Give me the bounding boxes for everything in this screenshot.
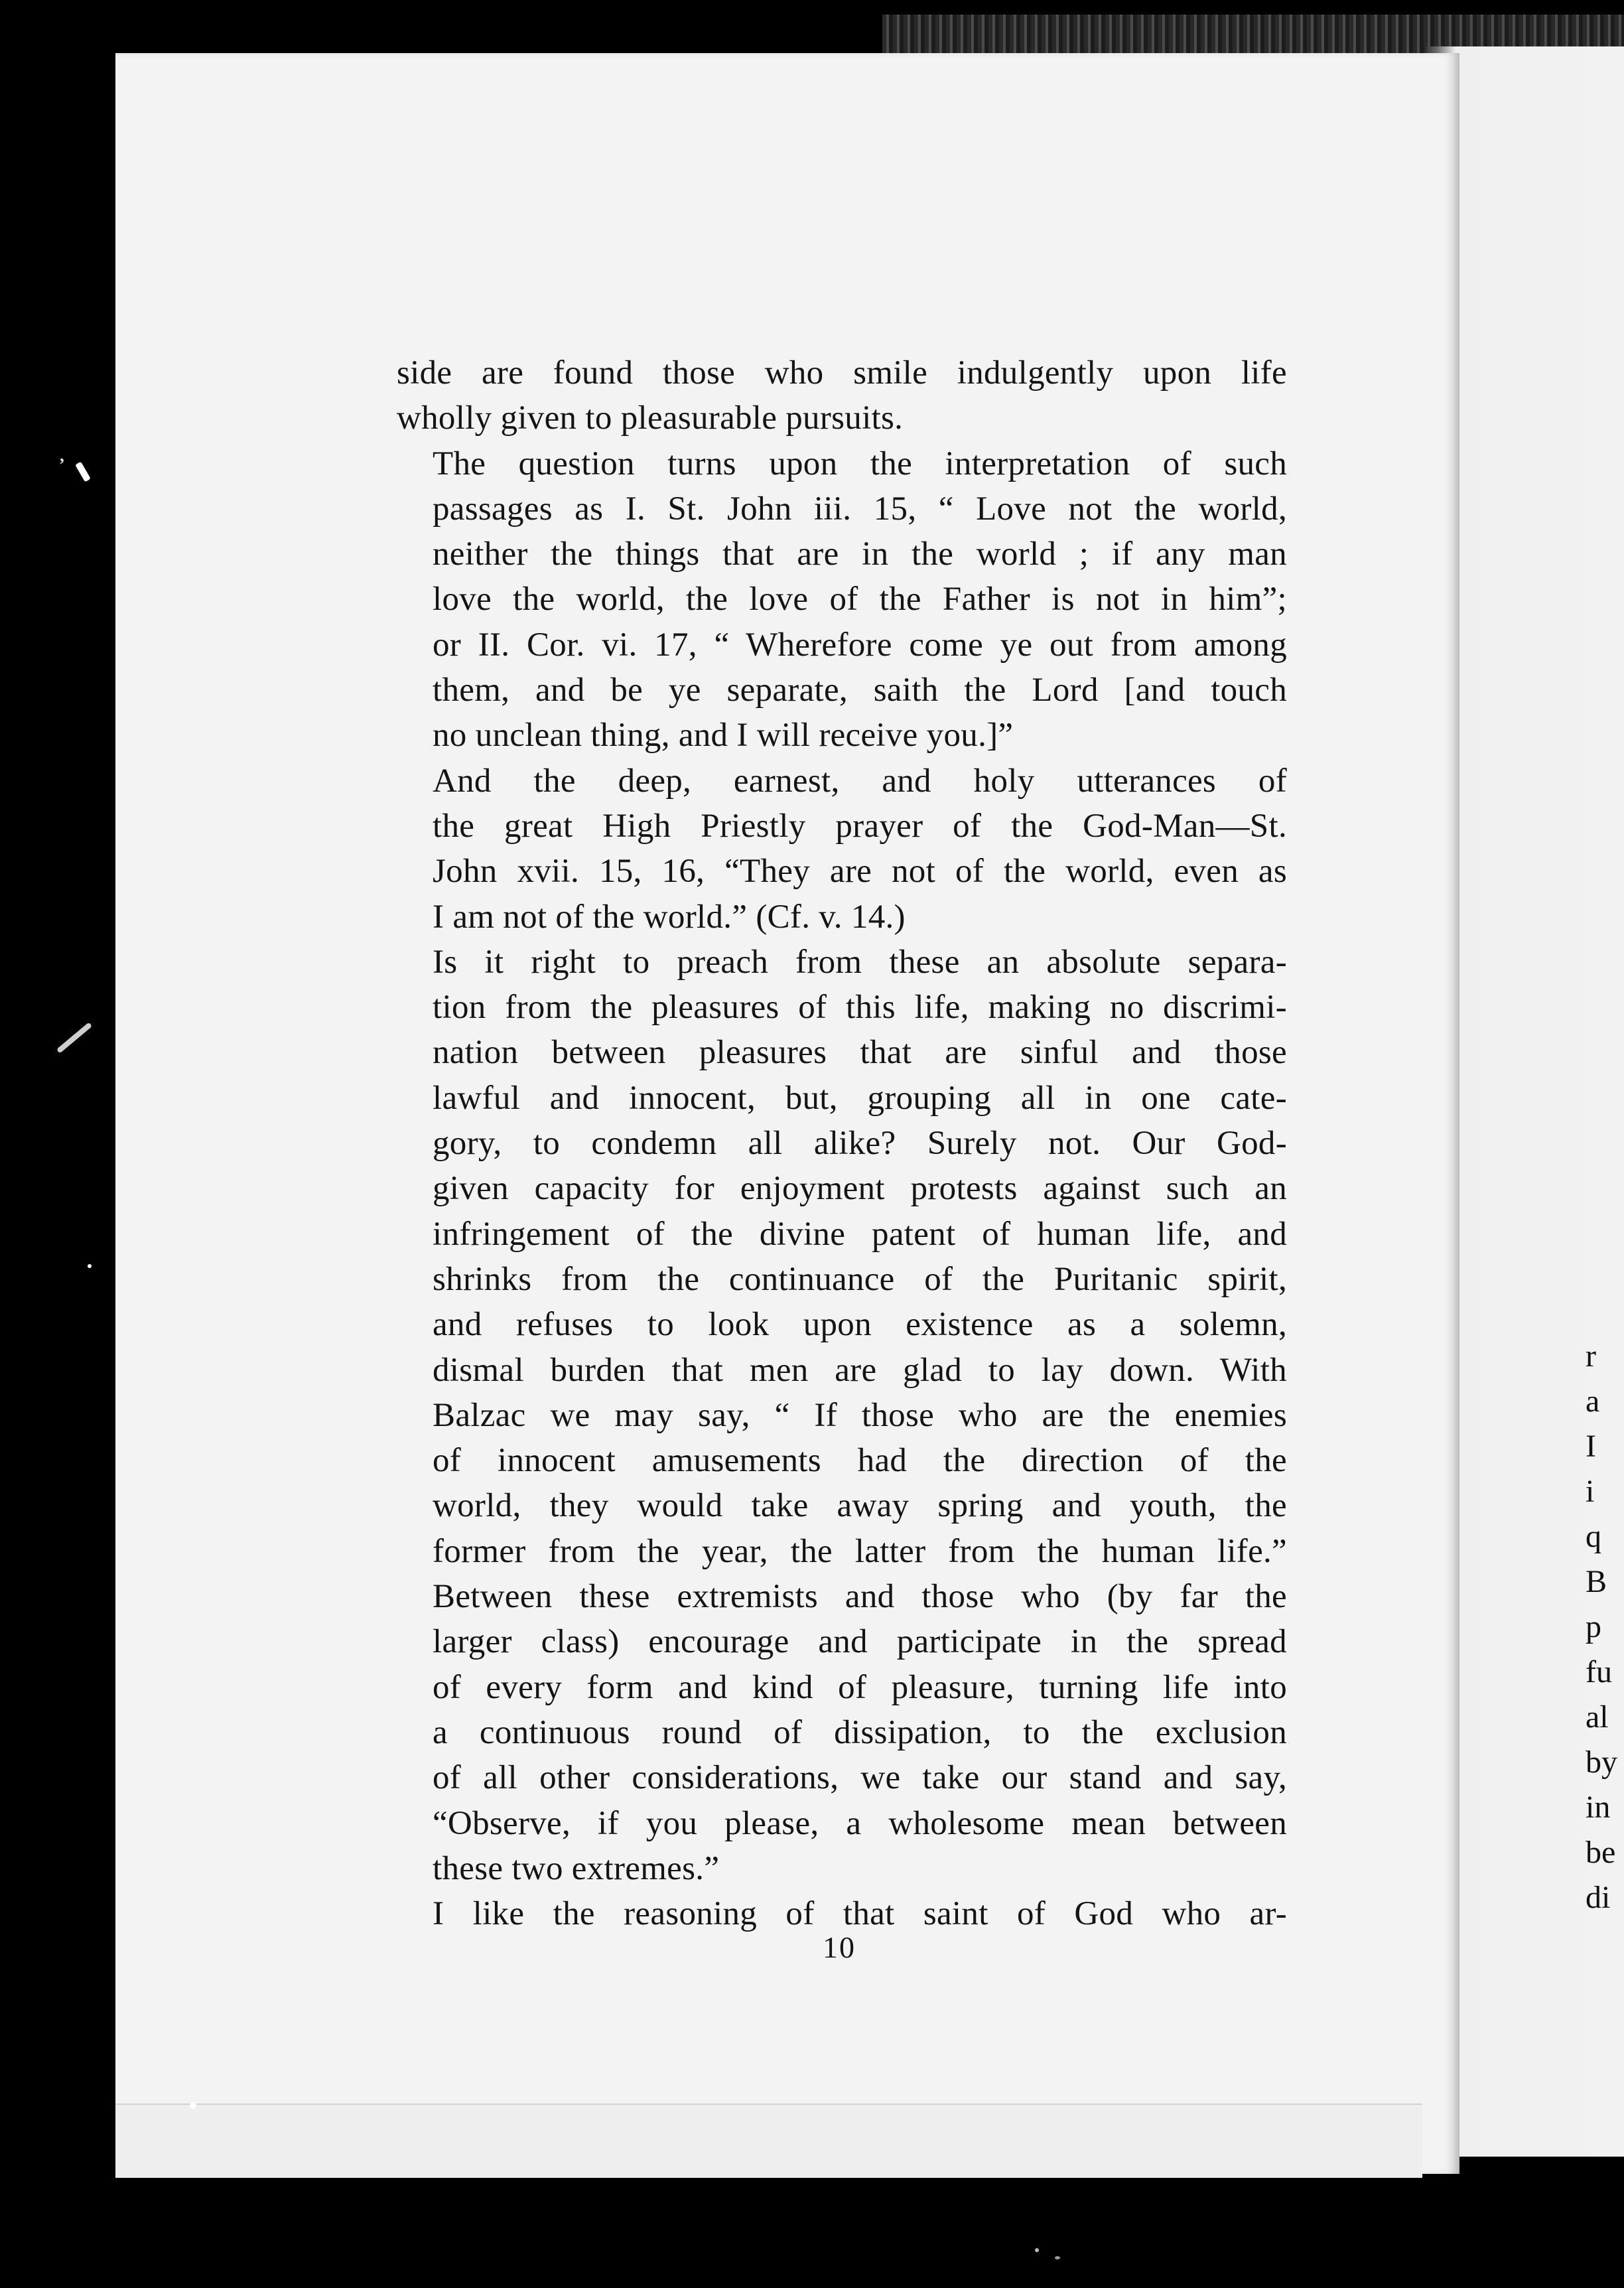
text-line: passages as I. St. John iii. 15, “ Love not the world, [433, 490, 1287, 528]
text-line: dismal burden that men are glad to lay down. With [433, 1351, 1287, 1389]
scan-artifact [75, 462, 91, 482]
text-line: “Observe, if you please, a wholesome mean between [433, 1804, 1287, 1842]
paragraph-3 [397, 758, 1287, 940]
text-line: side are found those who smile indulgently upon life [397, 354, 1287, 392]
text-line: a continuous round of dissipation, to the exclusion [433, 1713, 1287, 1751]
text-line: world, they would take away spring and youth, the [433, 1487, 1287, 1525]
text-line: and refuses to look upon existence as a solemn, [433, 1306, 1287, 1344]
page-lower-edge [115, 2104, 1422, 2178]
facing-page-fragment: B [1586, 1564, 1607, 1599]
text-line: given capacity for enjoyment protests against such an [433, 1170, 1287, 1208]
text-line: infringement of the divine patent of human life, and [433, 1215, 1287, 1253]
text-line: the great High Priestly prayer of the God-Man—St. [433, 807, 1287, 845]
text-line: of innocent amusements had the direction of the [433, 1442, 1287, 1480]
facing-page-fragment: q [1586, 1519, 1601, 1554]
text-line: lawful and innocent, but, grouping all in one cate- [433, 1079, 1287, 1117]
text-line: or II. Cor. vi. 17, “ Wherefore come ye out from among [433, 626, 1287, 664]
text-line: of every form and kind of pleasure, turning life into [433, 1668, 1287, 1706]
facing-page-fragment: p [1586, 1609, 1601, 1644]
facing-page-fragment: al [1586, 1699, 1609, 1735]
scan-artifact [88, 1264, 92, 1268]
page-body-text [397, 350, 1287, 1936]
facing-page-fragment: r [1586, 1338, 1596, 1374]
text-line: nation between pleasures that are sinful and those [433, 1034, 1287, 1072]
text-line: love the world, the love of the Father is not in him”; [433, 581, 1287, 618]
facing-page-fragment: fu [1586, 1654, 1612, 1689]
facing-page-text-fragments [1586, 1334, 1624, 1920]
text-line: Between these extremists and those who (by far the [433, 1578, 1287, 1616]
text-line: I like the reasoning of that saint of God who ar- [433, 1895, 1287, 1933]
scan-artifact [1055, 2256, 1060, 2259]
paragraph-1 [397, 350, 1287, 441]
scan-artifact [190, 2102, 196, 2109]
facing-page-fragment: I [1586, 1429, 1596, 1464]
text-line: tion from the pleasures of this life, making no discrimi- [433, 989, 1287, 1027]
paragraph-2 [397, 441, 1287, 758]
text-line: wholly given to pleasurable pursuits. [397, 399, 904, 437]
facing-page-fragment: by [1586, 1745, 1617, 1780]
text-line: Balzac we may say, “ If those who are the enemies [433, 1396, 1287, 1434]
scan-artifact [56, 1022, 92, 1053]
facing-page-fragment: i [1586, 1474, 1595, 1509]
facing-page-fragment: be [1586, 1835, 1616, 1870]
paragraph-4 [397, 940, 1287, 1891]
text-line: Is it right to preach from these an absolute separa- [433, 943, 1287, 981]
facing-page-fragment: in [1586, 1790, 1611, 1825]
page-number: 10 [823, 1930, 856, 1964]
text-line: larger class) encourage and participate in the spread [433, 1623, 1287, 1661]
text-line: John xvii. 15, 16, “They are not of the world, even as [433, 853, 1287, 891]
text-line: these two extremes.” [433, 1849, 720, 1887]
scan-artifact: ᾿ [57, 453, 67, 486]
facing-page-fragment: di [1586, 1880, 1611, 1915]
text-line: neither the things that are in the world ; if any man [433, 536, 1287, 573]
text-line: them, and be ye separate, saith the Lord [and touch [433, 672, 1287, 709]
text-line: no unclean thing, and I will receive you.]” [433, 717, 1014, 754]
scan-artifact [1035, 2248, 1039, 2252]
text-line: of all other considerations, we take our stand and say, [433, 1759, 1287, 1797]
text-line: And the deep, earnest, and holy utterances of [433, 762, 1287, 800]
text-line: former from the year, the latter from the human life.” [433, 1532, 1287, 1570]
text-line: gory, to condemn all alike? Surely not. Our God- [433, 1125, 1287, 1163]
facing-page-fragment: a [1586, 1384, 1600, 1419]
text-line: The question turns upon the interpretation of such [433, 445, 1287, 482]
text-line: I am not of the world.” (Cf. v. 14.) [433, 898, 906, 936]
text-line: shrinks from the continuance of the Puritanic spirit, [433, 1260, 1287, 1298]
